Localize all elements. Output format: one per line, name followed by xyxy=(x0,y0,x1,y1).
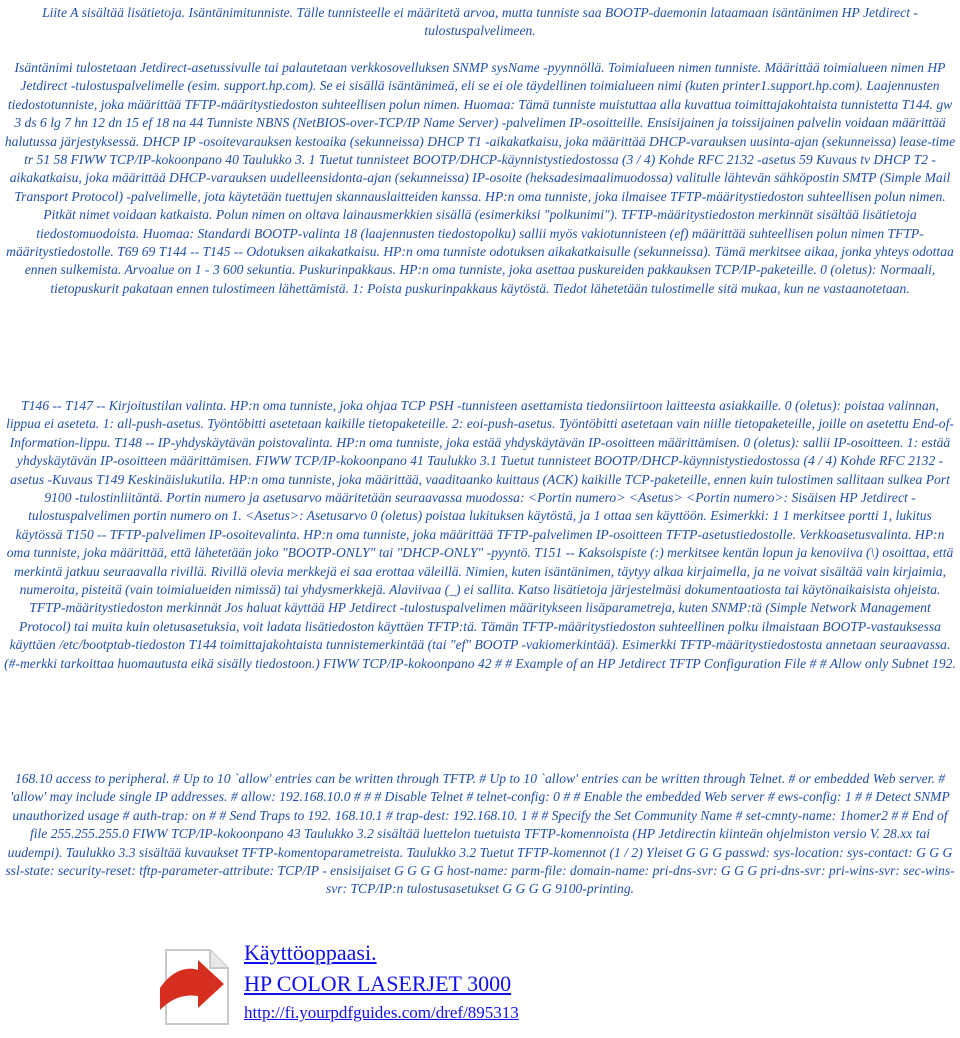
product-link[interactable]: HP COLOR LASERJET 3000 xyxy=(244,971,512,996)
paragraph-tftp-example: 168.10 access to peripheral. # Up to 10 `allow' entries can be written through TFTP. # Up to 10 `allow' entries can be written through Telnet. # or embedded Web server. # 'allow' may include single IP addresses. # allow: 192.168.10.0 # # # Disable Telnet # telnet-config: 0 # # Enable the embedded Web server # ews-config: 1 # # Detect SNMP unauthorized usage # auth-trap: on # # Send Traps to 192. 168.10.1 # trap-dest: 192.168.10. 1 # # Specify the Set Community Name # set-cmnty-name: 1homer2 # # End of file 255.255.255.0 FIWW TCP/IP-kokoonpano 43 Taulukko 3.2 sisältää luettelon tuetuista TFTP-komennoista (HP Jetdirectin kiinteän ohjelmiston versio V. 28.xx tai uudempi). Taulukko 3.3 sisältää kuvaukset TFTP-komentoparametreista. Taulukko 3.2 Tuetut TFTP-komennot (1 / 2) Yleiset G G G passwd: sys-location: sys-contact: G G G ssl-state: security-reset: tftp-parameter-attribute: TCP/IP - ensisijaiset G G G G host-name: parm-file: domain-name: pri-dns-svr: G G G pri-dns-svr: pri-wins-svr: sec-wins-svr: TCP/IP:n tulostusasetukset G G G G 9100-printing. xyxy=(5,771,955,897)
paragraph-tags: T146 -- T147 -- Kirjoitustilan valinta. HP:n oma tunniste, joka ohjaa TCP PSH -tunnisteen asettamista tiedonsiirtoon laitteesta asiakkaille. 0 (oletus): poistaa valinnan, lippua ei aseteta. 1: all-push-asetus. Työntöbitti asetetaan kaikille tietopaketeille. 2: eoi-push-asetus. Työntöbitti asetetaan vain niille tietopaketeille, joille on asetettu End-of-Information-lippu. T148 -- IP-yhdyskäytävän poistovalinta. HP:n oma tunniste, joka estää yhdyskäytävän IP-osoitteen määrittämisen. 0 (oletus): sallii IP-osoitteen. 1: estää yhdyskäytävän IP-osoitteen määrittämisen. FIWW TCP/IP-kokoonpano 41 Taulukko 3.1 Tuetut tunnisteet BOOTP/DHCP-käynnistystiedostossa (4 / 4) Kohde RFC 2132 -asetus -Kuvaus T149 Keskinäislukutila. HP:n oma tunniste, joka määrittää, vaaditaanko kuittaus (ACK) kaikille TCP-paketeille, ennen kuin tulostimen sallitaan sulkea Port 9100 -tulostinliitäntä. Portin numero ja asetusarvo määritetään seuraavassa muodossa: <Portin numero> <Asetus> <Portin numero>: Sisäisen HP Jetdirect -tulostuspalvelimen portin numero on 1. <Asetus>: Asetusarvo 0 (oletus) poistaa lukituksen käytöstä, ja 1 ottaa sen käyttöön. Esimerkki: 1 1 merkitsee portti 1, lukitus käytössä T150 -- TFTP-palvelimen IP-osoitevalinta. HP:n oma tunniste, joka määrittää TFTP-palvelimen IP-osoitteen TFTP-asetustiedostolle. Verkkoasetusvalinta. HP:n oma tunniste, joka määrittää, että lähetetään joko "BOOTP-ONLY" tai "DHCP-ONLY" -pyyntö. T151 -- Kaksoispiste (:) merkitsee kentän lopun ja kenoviiva (\) osoittaa, että merkintä jatkuu seuraavalla rivillä. Rivillä olevia merkkejä ei saa erottaa väleillä. Nimien, kuten isäntänimen, täytyy alkaa kirjaimella, ja ne voivat sisältää vain kirjaimia, numeroita, pisteitä (vain toimialueiden nimissä) tai yhdysmerkkejä. Alaviivaa (_) ei sallita. Katso lisätietoja järjestelmäsi dokumentaatiosta tai käytönaikaisista ohjeista. TFTP-määritystiedoston merkinnät Jos haluat käyttää HP Jetdirect -tulostuspalvelimen määritykseen lisäparametreja, kuten SNMP:tä (Simple Network Management Protocol) tai muita kuin oletusasetuksia, voit ladata lisätiedoston käyttäen TFTP:tä. Tämän TFTP-määritystiedoston suhteellinen polku ilmaistaan BOOTP-vastauksessa käyttäen /etc/bootptab-tiedoston T144 toimittajakohtaista tunnistemerkintää (tai "ef" BOOTP -vakiomerkintää). Esimerkki TFTP-määritystiedostosta annetaan seuraavassa. (#-merkki tarkoittaa huomautusta eikä sisälly tiedostoon.) FIWW TCP/IP-kokoonpano 42 # # Example of an HP Jetdirect TFTP Configuration File # # Allow only Subnet 192. xyxy=(4,398,956,671)
paragraph-intro: Liite A sisältää lisätietoja. Isäntänimitunniste. Tälle tunnisteelle ei määritetä arvoa, mutta tunniste saa BOOTP-daemonin lataamaan isäntänimen HP Jetdirect -tulostuspalvelimeen. xyxy=(42,5,918,39)
url-link[interactable]: http://fi.yourpdfguides.com/dref/895313 xyxy=(244,1003,519,1022)
guide-link[interactable]: Käyttöoppaasi. xyxy=(244,940,377,965)
pdf-document-icon xyxy=(158,940,238,1028)
footer xyxy=(158,940,718,1030)
paragraph-hostname: Isäntänimi tulostetaan Jetdirect-asetussivulle tai palautetaan verkkosovelluksen SNMP sysName -pyynnöllä. Toimialueen nimen tunniste. Määrittää toimialueen nimen HP Jetdirect -tulostuspalvelimelle (esim. support.hp.com). Se ei sisällä isäntänimeä, eli se ei ole täydellinen toimialueen nimi (kuten printer1.support.hp.com). Laajennusten tiedostotunniste, joka määrittää TFTP-määritystiedoston suhteellisen polun nimen. Huomaa: Tämä tunniste muistuttaa alla kuvattua toimittajakohtaista tunnistetta T144. gw 3 ds 6 lg 7 hn 12 dn 15 ef 18 na 44 Tunniste NBNS (NetBIOS-over-TCP/IP Name Server) -palvelimen IP-osoitteille. Ensisijainen ja toissijainen palvelin voidaan määrittää halutussa järjestyksessä. DHCP IP -osoitevarauksen kestoaika (sekunneissa) DHCP T1 -aikakatkaisu, joka määrittää DHCP-varauksen uusinta-ajan (sekunneissa) lease-time tr 51 58 FIWW TCP/IP-kokoonpano 40 Taulukko 3. 1 Tuetut tunnisteet BOOTP/DHCP-käynnistystiedostossa (3 / 4) Kohde RFC 2132 -asetus 59 Kuvaus tv DHCP T2 -aikakatkaisu, joka määrittää DHCP-varauksen uudelleensidonta-ajan (sekunneissa) IP-osoite (heksadesimaalimuodossa) valitulle lähtevän sähköpostin SMTP (Simple Mail Transport Protocol) -palvelimelle, jota käytetään tuettujen skannauslaitteiden kanssa. HP:n oma tunniste, joka ilmaisee TFTP-määritystiedoston suhteellisen polun nimen. Pitkät nimet voidaan katkaista. Polun nimen on oltava lainausmerkkien sisällä (esimerkiksi "polkunimi"). TFTP-määritystiedoston merkinnät sisältää lisätietoja tiedostomuodoista. Huomaa: Standardi BOOTP-valinta 18 (laajennusten tiedostopolku) sallii myös vakiotunnisteen (ef) määrittää suhteellisen polun nimen TFTP-määritystiedostolle. T69 69 T144 -- T145 -- Odotuksen aikakatkaisu. HP:n oma tunniste odotuksen aikakatkaisulle (sekunneissa). Tämä merkitsee aikaa, jonka yhteys odottaa ennen sulkemista. Arvoalue on 1 - 3 600 sekuntia. Puskurinpakkaus. HP:n oma tunniste, joka asettaa puskureiden pakkauksen TCP/IP-paketeille. 0 (oletus): Normaali, tietopuskurit pakataan ennen tulostimeen lähettämistä. 1: Poista puskurinpakkaus käytöstä. Tiedot lähetetään tulostimelle sitä mukaa, kun ne vastaanotetaan. xyxy=(4,60,956,296)
